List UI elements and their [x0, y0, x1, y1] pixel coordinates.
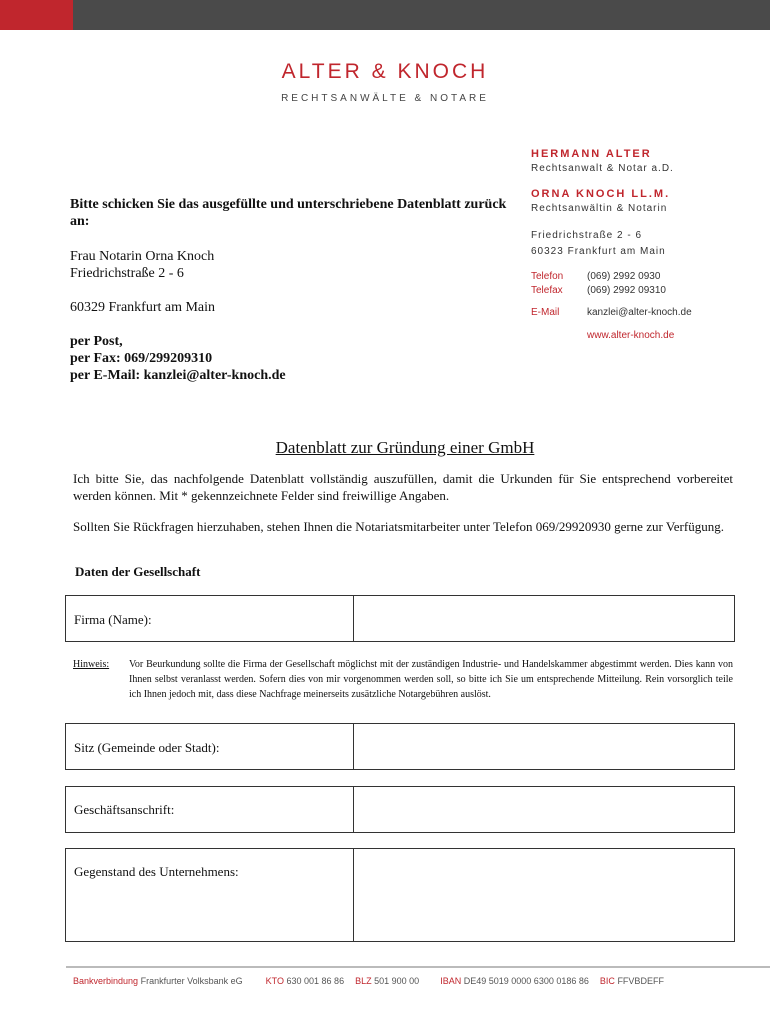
anschrift-field — [65, 786, 735, 833]
recipient-city: 60329 Frankfurt am Main — [70, 300, 216, 315]
sitz-label: Sitz (Gemeinde oder Stadt): — [66, 724, 354, 769]
section-heading: Daten der Gesellschaft — [75, 564, 201, 579]
firm-logo-title: ALTER & KNOCH — [281, 60, 489, 83]
header-bar — [73, 0, 770, 30]
gegenstand-field — [65, 848, 735, 942]
fax-row — [531, 284, 751, 298]
partner2-role: Rechtsanwältin & Notarin — [531, 203, 668, 214]
header-bar-accent — [0, 0, 73, 30]
recipient-street: Friedrichstraße 2 - 6 — [70, 266, 184, 281]
kto-value: 630 001 86 86 — [286, 976, 345, 986]
office-city: 60323 Frankfurt am Main — [531, 246, 666, 257]
firma-label: Firma (Name): — [66, 596, 354, 641]
note-label: Hinweis: — [73, 659, 110, 670]
intro-paragraph: Ich bitte Sie, das nachfolgende Datenblatt vollständig auszufüllen, damit die Urkunden für Sie entsprechend vorbereitet werden können. Mit * gekennzeichnete Felder sind freiwillige Angaben. — [73, 471, 733, 503]
partner2-name: ORNA KNOCH LL.M. — [531, 188, 671, 200]
contact-paragraph: Sollten Sie Rückfragen hierzuhaben, stehen Ihnen die Notariatsmitarbeiter unter Telefon 069/29920930 gerne zur Verfügung. — [73, 519, 724, 534]
email-address[interactable]: kanzlei@alter-knoch.de — [587, 307, 692, 318]
gegenstand-label: Gegenstand des Unternehmens: — [66, 849, 354, 941]
bank-name: Frankfurter Volksbank eG — [140, 976, 243, 986]
blz-value: 501 900 00 — [374, 976, 420, 986]
phone-label: Telefon — [531, 271, 564, 282]
footer-divider — [66, 966, 770, 968]
anschrift-label: Geschäftsanschrift: — [66, 787, 354, 832]
email-row — [531, 306, 751, 320]
bank-footer — [73, 976, 664, 986]
fax-number: (069) 2992 09310 — [587, 285, 666, 296]
bic-label: BIC — [599, 976, 615, 986]
via-email: per E-Mail: kanzlei@alter-knoch.de — [70, 368, 286, 383]
bic-value: FFVBDEFF — [617, 976, 664, 986]
iban-value: DE49 5019 0000 6300 0186 86 — [463, 976, 589, 986]
return-address-block — [70, 196, 510, 384]
firma-input[interactable] — [354, 596, 734, 641]
sitz-input[interactable] — [354, 724, 734, 769]
document-title: Datenblatt zur Gründung einer GmbH — [275, 438, 535, 457]
sitz-field — [65, 723, 735, 770]
office-street: Friedrichstraße 2 - 6 — [531, 230, 643, 241]
note-block — [73, 657, 733, 702]
via-fax: per Fax: 069/299209310 — [70, 351, 213, 366]
firm-logo-subtitle: RECHTSANWÄLTE & NOTARE — [281, 93, 489, 104]
email-label: E-Mail — [531, 307, 560, 318]
note-text: Vor Beurkundung sollte die Firma der Gesellschaft möglichst mit der zuständigen Industrie- und Handelskammer abgestimmt werden. Dies kann von Ihnen selbst veranlasst werden. Sofern dies von mir vorgenommen werden soll, so bitte ich Sie um entsprechende Mitteilung. Rein vorsorglich teile ich Ihnen jedoch mit, dass diese Nachfrage meinerseits zusätzliche Notargebühren auslöst. — [129, 659, 733, 700]
phone-number: (069) 2992 0930 — [587, 271, 661, 282]
letterhead-sidebar — [531, 148, 751, 341]
blz-label: BLZ — [355, 976, 372, 986]
firma-field — [65, 595, 735, 642]
iban-label: IBAN — [440, 976, 462, 986]
gegenstand-input[interactable] — [354, 849, 734, 941]
return-heading: Bitte schicken Sie das ausgefüllte und unterschriebene Datenblatt zurück an: — [70, 197, 507, 229]
partner1-role: Rechtsanwalt & Notar a.D. — [531, 163, 674, 174]
anschrift-input[interactable] — [354, 787, 734, 832]
partner1-name: HERMANN ALTER — [531, 148, 652, 160]
website-link[interactable]: www.alter-knoch.de — [587, 330, 675, 341]
via-post: per Post, — [70, 334, 123, 349]
phone-row — [531, 270, 751, 284]
recipient-name: Frau Notarin Orna Knoch — [70, 249, 215, 264]
bank-label: Bankverbindung — [73, 976, 139, 986]
fax-label: Telefax — [531, 285, 563, 296]
kto-label: KTO — [265, 976, 284, 986]
